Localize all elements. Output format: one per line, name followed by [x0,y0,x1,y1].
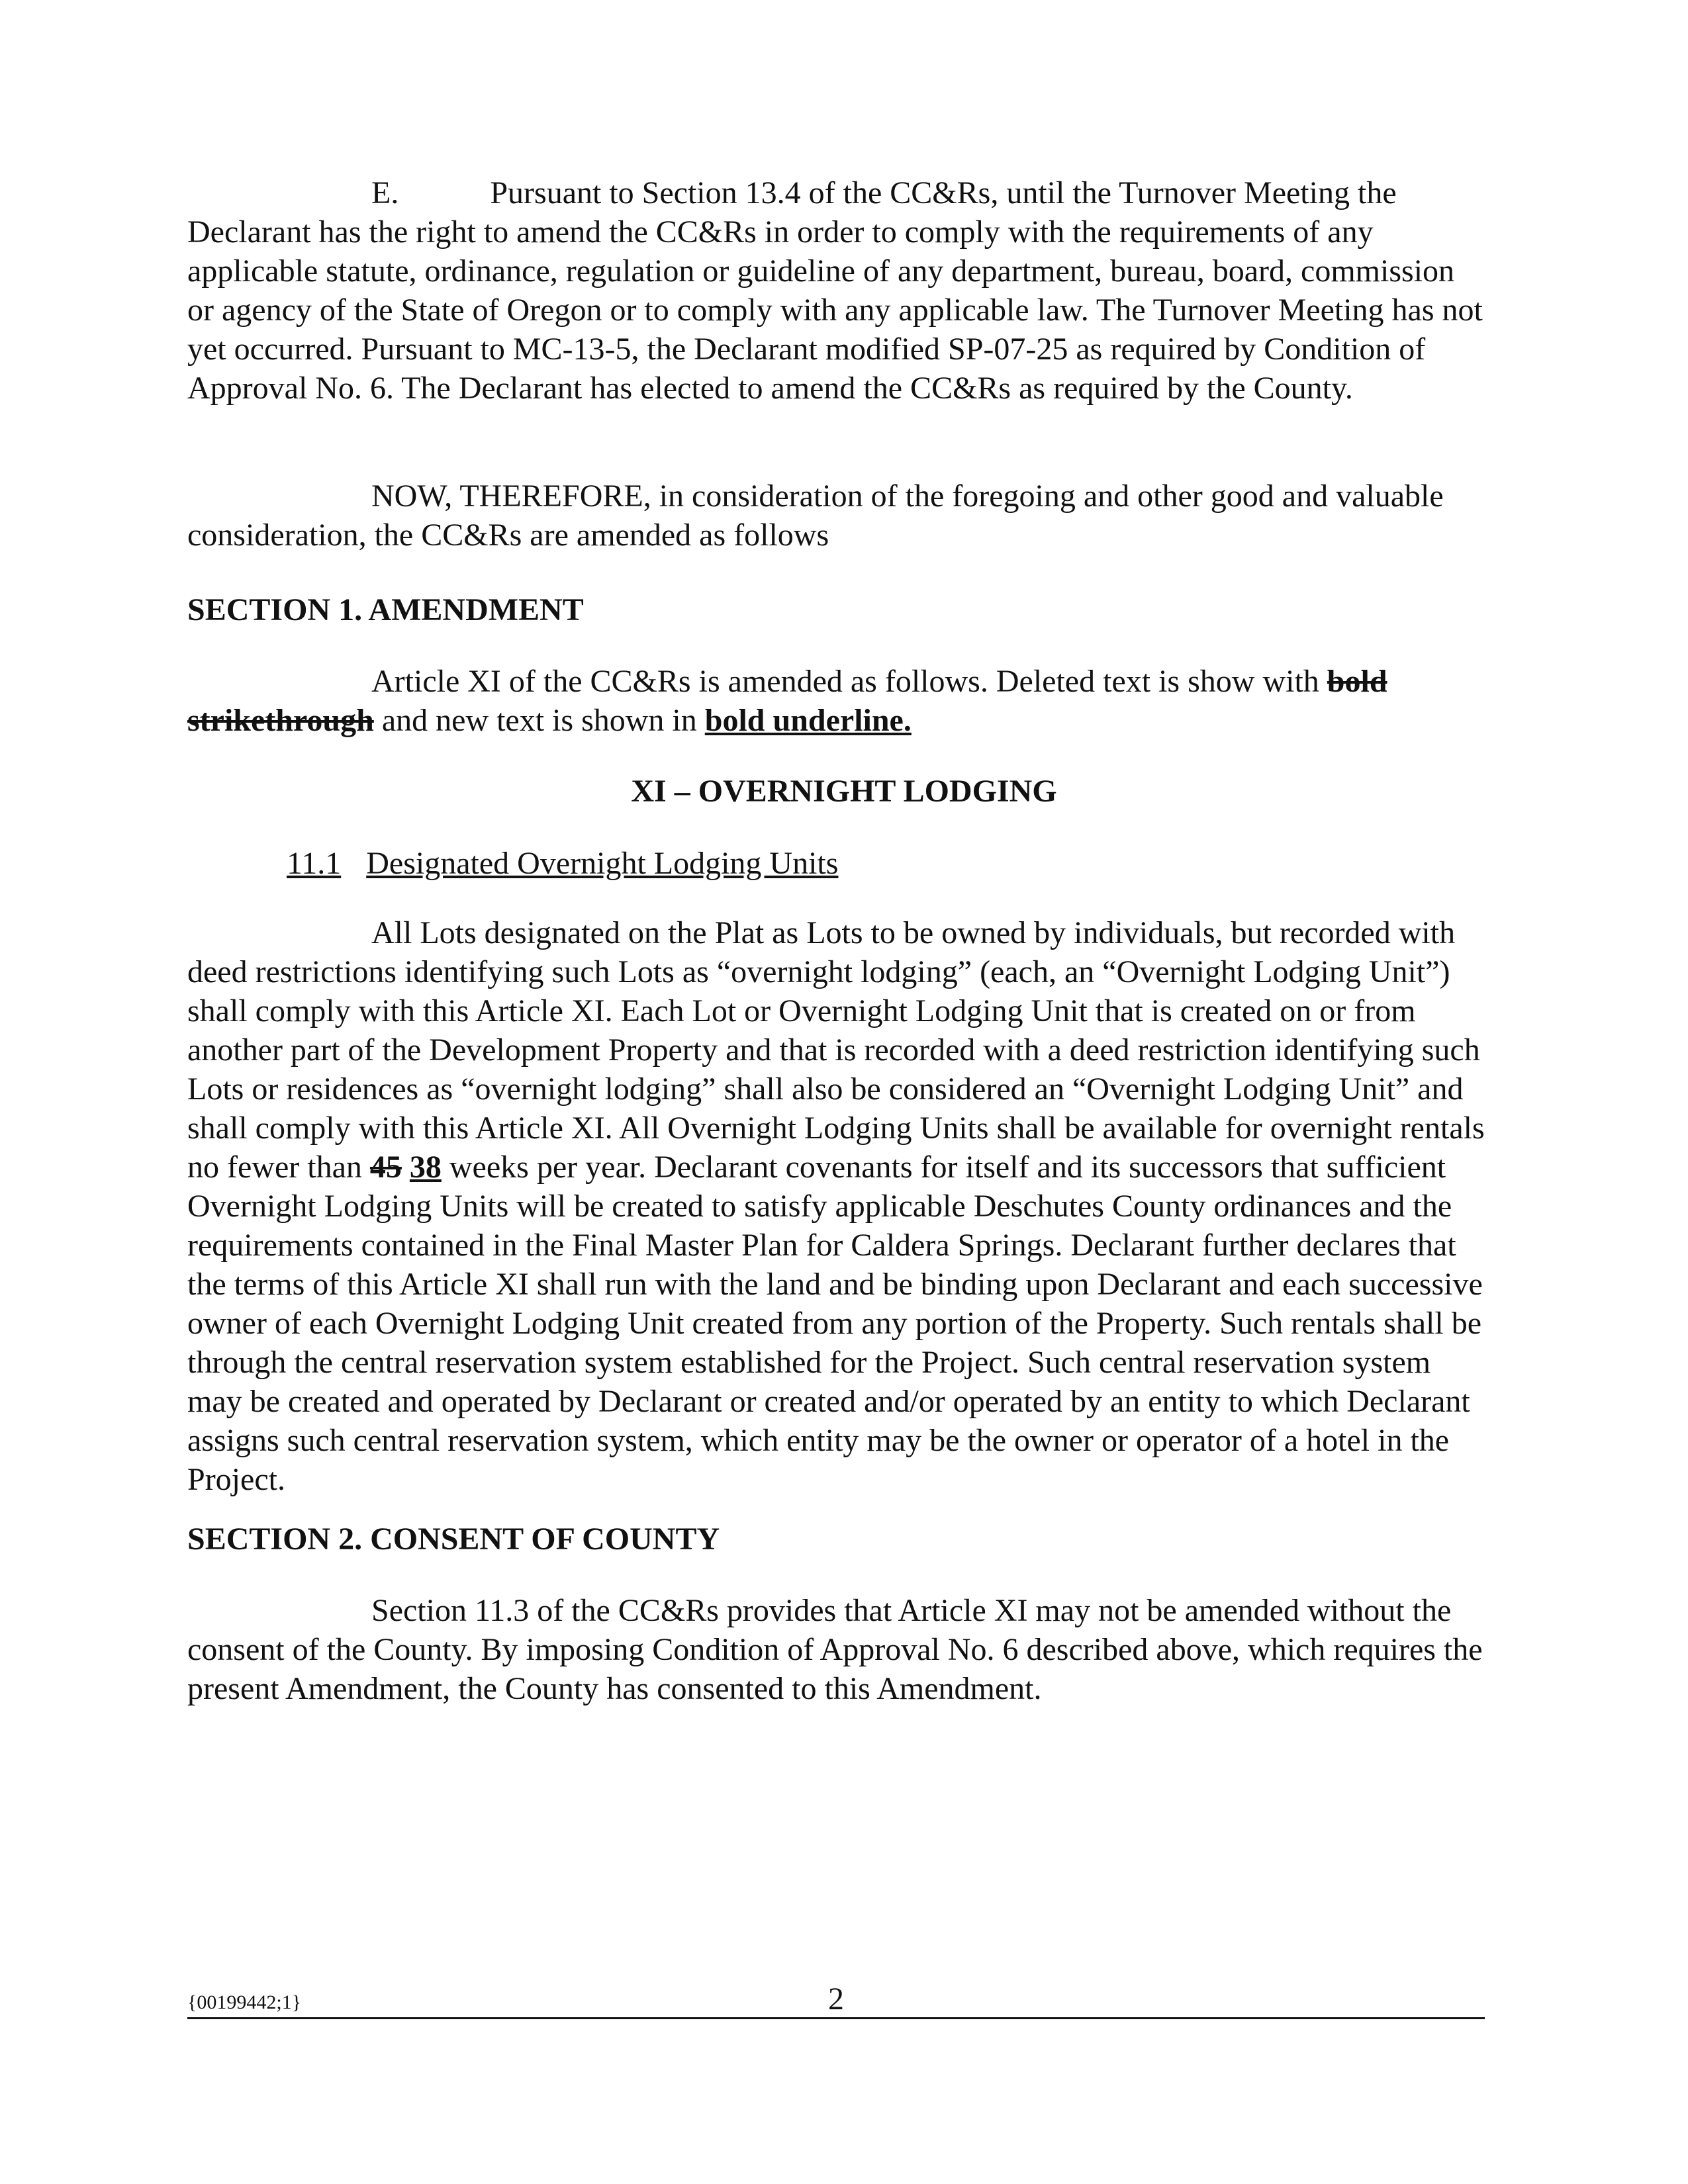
deleted-weeks-value: 45 [369,1150,402,1185]
section-1-intro-middle: and new text is shown in [373,703,705,738]
section-2-text: Section 11.3 of the CC&Rs provides that Article XI may not be amended without the consent of the County. By imposing Condition of Approval No. 6 described above, which requires the present Amendment, the County has consented to this Amendment. [187,1593,1483,1706]
underline-sample: bold underline. [704,703,912,738]
subsection-heading [287,844,838,883]
subsection-number: 11.1 [287,846,342,881]
now-therefore-text: NOW, THEREFORE, in consideration of the foregoing and other good and valuable consideration, the CC&Rs are amended as follows [187,478,1444,553]
now-therefore-paragraph [187,477,1485,555]
document-number: {00199442;1} [187,1991,302,2013]
article-body-text-2: weeks per year. Declarant covenants for itself and its successors that sufficient Overnight Lodging Units will be created to satisfy applicable Deschutes County ordinances and the requirements contained in the Final Master Plan for Caldera Springs. Declarant further declares that the terms of this Article XI shall run with the land and be binding upon Declarant and each successive owner of each Overnight Lodging Unit created from any portion of the Property. Such rentals shall be through the central reservation system established for the Project. Such central reservation system may be created and operated by Declarant or created and/or operated by an entity to which Declarant assigns such central reservation system, which entity may be the owner or operator of a hotel in the Project. [187,1150,1483,1497]
paragraph-e [187,173,1485,408]
page-footer [187,1981,1485,2019]
paragraph-e-text: Pursuant to Section 13.4 of the CC&Rs, until the Turnover Meeting the Declarant has the right to amend the CC&Rs in order to comply with the requirements of any applicable statute, ordinance, regulation or guideline of any department, bureau, board, commission or agency of the State of Oregon or to comply with any applicable law. The Turnover Meeting has not yet occurred. Pursuant to MC-13-5, the Declarant modified SP-07-25 as required by Condition of Approval No. 6. The Declarant has elected to amend the CC&Rs as required by the County. [187,175,1483,406]
paragraph-e-label: E. [371,175,399,210]
subsection-title: Designated Overnight Lodging Units [366,846,839,881]
section-2-paragraph [187,1591,1485,1708]
section-1-heading: SECTION 1. AMENDMENT [187,592,584,627]
section-1-intro [187,662,1485,740]
article-body [187,913,1485,1499]
section-1-intro-text: Article XI of the CC&Rs is amended as follows. Deleted text is show with [371,664,1327,699]
page-number: 2 [828,1981,844,2017]
section-2-heading: SECTION 2. CONSENT OF COUNTY [187,1522,720,1557]
article-body-text-1: All Lots designated on the Plat as Lots to be owned by individuals, but recorded with deed restrictions identifying such Lots as “overnight lodging” (each, an “Overnight Lodging Unit”) shall comply with this Article XI. Each Lot or Overnight Lodging Unit that is created on or from another part of the Development Property and that is recorded with a deed restriction identifying such Lots or residences as “overnight lodging” shall also be considered an “Overnight Lodging Unit” and shall comply with this Article XI. All Overnight Lodging Units shall be available for overnight rentals no fewer than [187,915,1485,1185]
article-heading: XI – OVERNIGHT LODGING [631,774,1057,809]
strikethrough-sample: bold strikethrough [187,664,1387,738]
new-weeks-value: 38 [409,1150,442,1185]
